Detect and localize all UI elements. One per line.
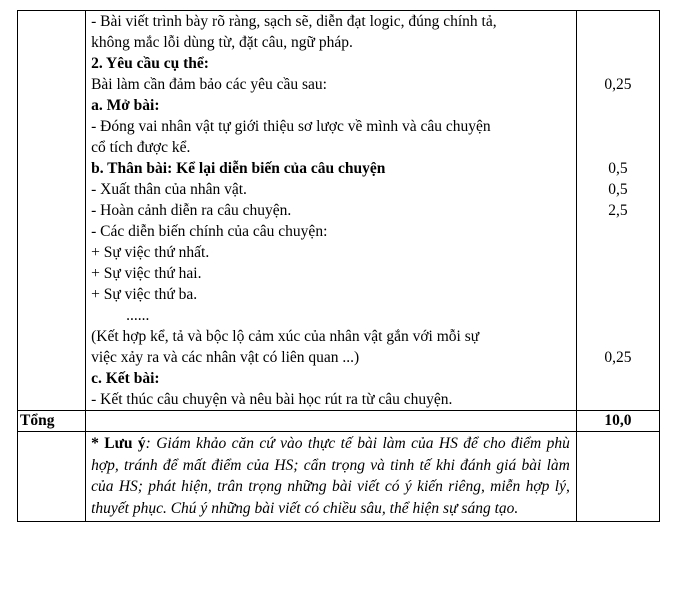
total-label: Tổng	[18, 411, 86, 432]
criteria-line: (Kết hợp kể, tả và bộc lộ cảm xúc của nhân vật gắn với mỗi sự	[91, 328, 480, 345]
section-heading: c. Kết bài:	[91, 370, 160, 387]
note-text: : Giám khảo căn cứ vào thực tế bài làm của HS để cho điểm phù hợp, tránh để mất điểm của HS; cẩn trọng và tinh tế khi đánh giá bài làm của HS; phát hiện, trân trọng những bài viết có ý kiến riêng, miễn hợp lý, thuyết phục. Chú ý những bài viết có chiều sâu, thể hiện sự sáng tạo.	[91, 435, 570, 517]
criteria-line: - Bài viết trình bày rõ ràng, sạch sẽ, diễn đạt logic, đúng chính tả,	[91, 13, 497, 30]
criteria-line: - Các diễn biến chính của câu chuyện:	[91, 223, 328, 240]
note-cell	[86, 432, 577, 522]
points-cell	[576, 11, 659, 411]
criteria-line: + Sự việc thứ ba.	[91, 286, 198, 303]
criteria-line: - Đóng vai nhân vật tự giới thiệu sơ lược về mình và câu chuyện	[91, 118, 491, 135]
criteria-line: - Hoàn cảnh diễn ra câu chuyện.	[91, 202, 292, 219]
grading-table	[17, 10, 660, 522]
criteria-line: + Sự việc thứ hai.	[91, 265, 202, 282]
criteria-line: ......	[126, 307, 150, 324]
empty-cell	[576, 432, 659, 522]
criteria-cell	[86, 11, 577, 411]
point-value: 0,5	[608, 181, 628, 198]
point-value: 2,5	[608, 202, 628, 219]
criteria-line: - Kết thúc câu chuyện và nêu bài học rút ra từ câu chuyện.	[91, 391, 453, 408]
empty-cell	[18, 11, 86, 411]
criteria-line: Bài làm cần đảm bảo các yêu cầu sau:	[91, 76, 327, 93]
empty-cell	[86, 411, 577, 432]
criteria-line: việc xảy ra và các nhân vật có liên quan ...)	[91, 349, 360, 366]
table-row	[18, 411, 660, 432]
section-heading: a. Mở bài:	[91, 97, 160, 114]
empty-cell	[18, 432, 86, 522]
criteria-line: không mắc lỗi dùng từ, đặt câu, ngữ pháp.	[91, 34, 353, 51]
point-value: 0,25	[604, 76, 632, 93]
section-heading: 2. Yêu cầu cụ thể:	[91, 55, 209, 72]
section-heading: b. Thân bài: Kể lại diễn biến của câu chuyện	[91, 160, 386, 177]
table-row	[18, 432, 660, 522]
criteria-line: + Sự việc thứ nhất.	[91, 244, 210, 261]
note-label: * Lưu ý	[91, 435, 146, 452]
table-row	[18, 11, 660, 411]
total-value: 10,0	[576, 411, 659, 432]
criteria-line: cổ tích được kể.	[91, 139, 191, 156]
point-value: 0,5	[608, 160, 628, 177]
point-value: 0,25	[604, 349, 632, 366]
criteria-line: - Xuất thân của nhân vật.	[91, 181, 247, 198]
